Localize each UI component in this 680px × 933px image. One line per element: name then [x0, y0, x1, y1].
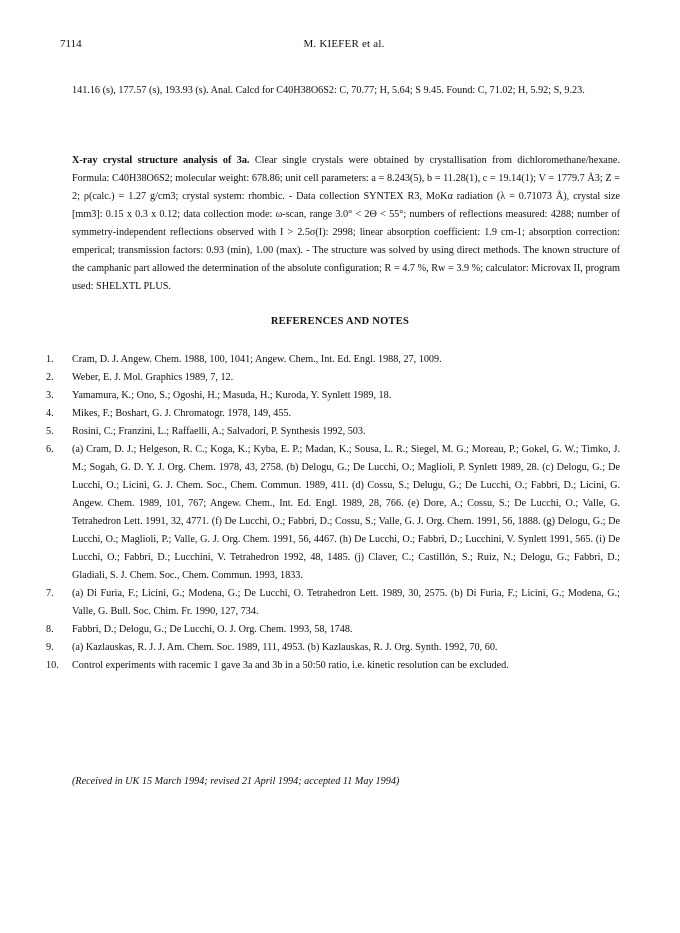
- reference-item: [46, 639, 620, 657]
- reference-number: 6.: [46, 444, 54, 455]
- running-title: M. KIEFER et al.: [303, 38, 385, 50]
- section-title: REFERENCES AND NOTES: [270, 316, 410, 327]
- xray-paragraph: [72, 152, 620, 296]
- xray-body: Clear single crystals were obtained by crystallisation from dichloromethane/hexane. Formula: C40H38O6S2; molecular weight: 678.86; unit cell parameters: a = 8.243(5), b = 11.28(1), c = 19.14(1); V = 1779.7 Å3; Z = 2; ρ(calc.) = 1.27 g/cm3; crystal system: rhombic. - Data collection SYNTEX R3, MoKα radiation (λ = 0.71073 Å), crystal size [mm3]: 0.15 x 0.3 x 0.12; data collection mode: ω-scan, range 3.0° < 2Θ < 55°; numbers of reflections measured: 4288; number of symmetry-independent reflections observed with I > 2.5σ(I): 2998; linear absorption coefficient: 1.9 cm-1; absorption correction: emperical; transmission factors: 0.93 (min), 1.00 (max). - The structure was solved by using direct methods. The known structure of the camphanic part allowed the determination of the absolute configuration; R = 4.7 %, Rw = 3.9 %; calculator: Microvax II, program used: SHELXTL PLUS.: [72, 155, 620, 293]
- reference-text: Fabbri, D.; Delogu, G.; De Lucchi, O. J. Org. Chem. 1993, 58, 1748.: [72, 624, 353, 635]
- reference-number: 3.: [46, 390, 54, 401]
- reference-text: Control experiments with racemic 1 gave 3a and 3b in a 50:50 ratio, i.e. kinetic resolution can be excluded.: [72, 660, 509, 671]
- reference-number: 1.: [46, 354, 54, 365]
- received-text: (Received in UK 15 March 1994; revised 21 April 1994; accepted 11 May 1994): [72, 776, 400, 787]
- reference-list: [46, 351, 620, 675]
- xray-heading: X-ray crystal structure analysis of 3a.: [72, 155, 250, 167]
- reference-item: [46, 621, 620, 639]
- received-dates: [72, 776, 399, 787]
- reference-item: [46, 657, 620, 675]
- reference-item: [46, 585, 620, 621]
- reference-item: [46, 441, 620, 585]
- reference-number: 8.: [46, 624, 54, 635]
- reference-item: [46, 387, 620, 405]
- reference-text: Weber, E. J. Mol. Graphics 1989, 7, 12.: [72, 372, 234, 383]
- reference-number: 10.: [46, 660, 59, 671]
- reference-item: [46, 351, 620, 369]
- reference-item: [46, 423, 620, 441]
- reference-item: [46, 405, 620, 423]
- reference-text: (a) Kazlauskas, R. J. J. Am. Chem. Soc. 1989, 111, 4953. (b) Kazlauskas, R. J. Org. Synth. 1992, 70, 60.: [72, 642, 498, 653]
- reference-text: Mikes, F.; Boshart, G. J. Chromatogr. 1978, 149, 455.: [72, 408, 292, 419]
- reference-text: Cram, D. J. Angew. Chem. 1988, 100, 1041; Angew. Chem., Int. Ed. Engl. 1988, 27, 1009.: [72, 354, 442, 365]
- reference-number: 2.: [46, 372, 54, 383]
- reference-number: 4.: [46, 408, 54, 419]
- reference-text: Rosini, C.; Franzini, L.; Raffaelli, A.; Salvadori, P. Synthesis 1992, 503.: [72, 426, 366, 437]
- reference-number: 7.: [46, 588, 54, 599]
- reference-number: 5.: [46, 426, 54, 437]
- page-number: 7114: [60, 38, 82, 50]
- page-header: [60, 38, 628, 54]
- reference-text: (a) Di Furia, F.; Licini, G.; Modena, G.; De Lucchi, O. Tetrahedron Lett. 1989, 30, 2575. (b) Di Furia, F.; Licini, G.; Modena, G.; Valle, G. Bull. Soc. Chim. Fr. 1990, 127, 734.: [72, 588, 620, 617]
- reference-text: Yamamura, K.; Ono, S.; Ogoshi, H.; Masuda, H.; Kuroda, Y. Synlett 1989, 18.: [72, 390, 392, 401]
- analysis-paragraph: 141.16 (s), 177.57 (s), 193.93 (s). Anal. Calcd for C40H38O6S2: C, 70.77; H, 5.64; S 9.45. Found: C, 71.02; H, 5.92; S, 9.23.: [72, 85, 585, 97]
- reference-text: (a) Cram, D. J.; Helgeson, R. C.; Koga, K.; Kyba, E. P.; Madan, K.; Sousa, L. R.; Siegel, M. G.; Moreau, P.; Gokel, G. W.; Timko, J. M.; Sogah, G. D. Y. J. Org. Chem. 1978, 43, 2758. (b) Delogu, G.; De Lucchi, O.; Maglioli, P. Synlett 1989, 28. (c) Delogu, G.; De Lucchi, O.; Licini, G. J. Chem. Soc., Chem. Commun. 1989, 411. (d) Cossu, S.; Delugu, G.; De Lucchi, O.; Fabbri, D.; Licini, G. Angew. Chem. 1989, 101, 767; Angew. Chem., Int. Ed. Engl. 1989, 28, 766. (e) Dore, A.; Cossu, S.; De Lucchi, O.; Valle, G. Tetrahedron Lett. 1991, 32, 4771. (f) De Lucchi, O.; Fabbri, D.; Cossu, S.; Valle, G. J. Org. Chem. 1991, 56, 1888. (g) Delogu, G.; De Lucchi, O.; Maglioli, P.; Valle, G. J. Org. Chem. 1991, 56, 4467. (h) De Lucchi, O.; Fabbri, D.; Lucchini, V. Synlett 1991, 565. (i) De Lucchi, O.; Fabbri, D.; Lucchini, V. Tetrahedron 1992, 48, 1485. (j) Claver, C.; Castillón, S.; Ruiz, N.; Delogu, G.; Fabbri, D.; Gladiali, S. J. Chem. Soc., Chem. Commun. 1993, 1833.: [72, 444, 620, 581]
- reference-number: 9.: [46, 642, 54, 653]
- reference-item: [46, 369, 620, 387]
